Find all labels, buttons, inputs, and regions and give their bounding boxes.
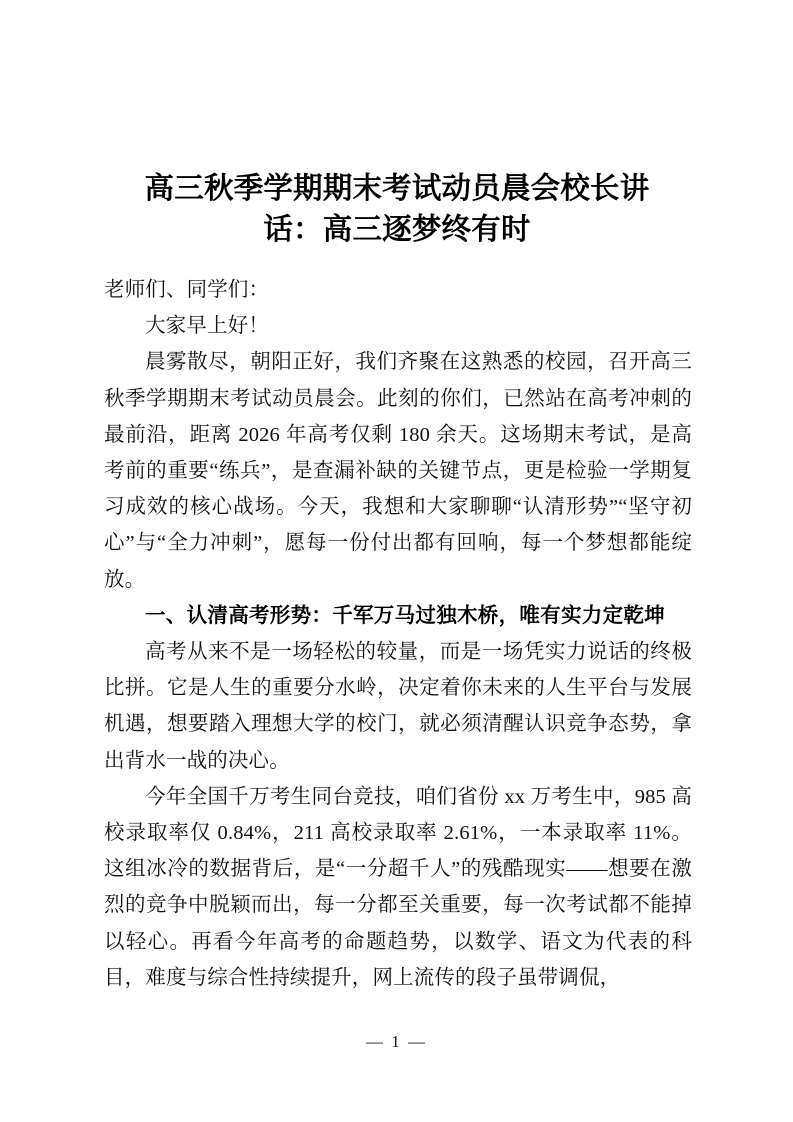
document-body bbox=[104, 272, 692, 996]
paragraph-greeting: 大家早上好！ bbox=[145, 315, 269, 338]
paragraph-salutation: 老师们、同学们： bbox=[104, 279, 270, 301]
page-number-footer: — 1 — bbox=[366, 1032, 427, 1051]
paragraph-section-one-2: 今年全国千万考生同台竞技，咱们省份 xx 万考生中，985 高校录取率仅 0.84%，211 高校录取率 2.61%，一本录取率 11%。这组冰冷的数据背后，是“一分超千人”的残酷现实——想要在激烈的竞争中脱颖而出，每一分都至关重要，每一次考试都不能掉以轻心。再看今年高考的命题趋势，以数学、语文为代表的科目，难度与综合性持续提升，网上流传的段子虽带调侃， bbox=[104, 785, 692, 989]
section-heading-one: 一、认清高考形势：千军万马过独木桥，唯有实力定乾坤 bbox=[145, 604, 665, 627]
paragraph-opening: 晨雾散尽，朝阳正好，我们齐聚在这熟悉的校园，召开高三秋季学期期末考试动员晨会。此刻的你们，已然站在高考冲刺的最前沿，距离 2026 年高考仅剩 180 余天。这场期末考试，是高考前的重要“练兵”，是查漏补缺的关键节点，更是检验一学期复习成效的核心战场。今天，我想和大家聊聊“认清形势”“坚守初心”与“全力冲刺”，愿每一份付出都有回响，每一个梦想都能绽放。 bbox=[104, 351, 692, 591]
page-title-line-1: 高三秋季学期期末考试动员晨会校长讲 bbox=[144, 170, 650, 205]
paragraph-section-one-1: 高考从来不是一场轻松的较量，而是一场凭实力说话的终极比拼。它是人生的重要分水岭，决定着你未来的人生平台与发展机遇，想要踏入理想大学的校门，就必须清醒认识竞争态势，拿出背水一战的决心。 bbox=[104, 641, 692, 772]
page-title bbox=[104, 168, 690, 250]
page-title-line-2: 话：高三逐梦终有时 bbox=[263, 211, 531, 246]
